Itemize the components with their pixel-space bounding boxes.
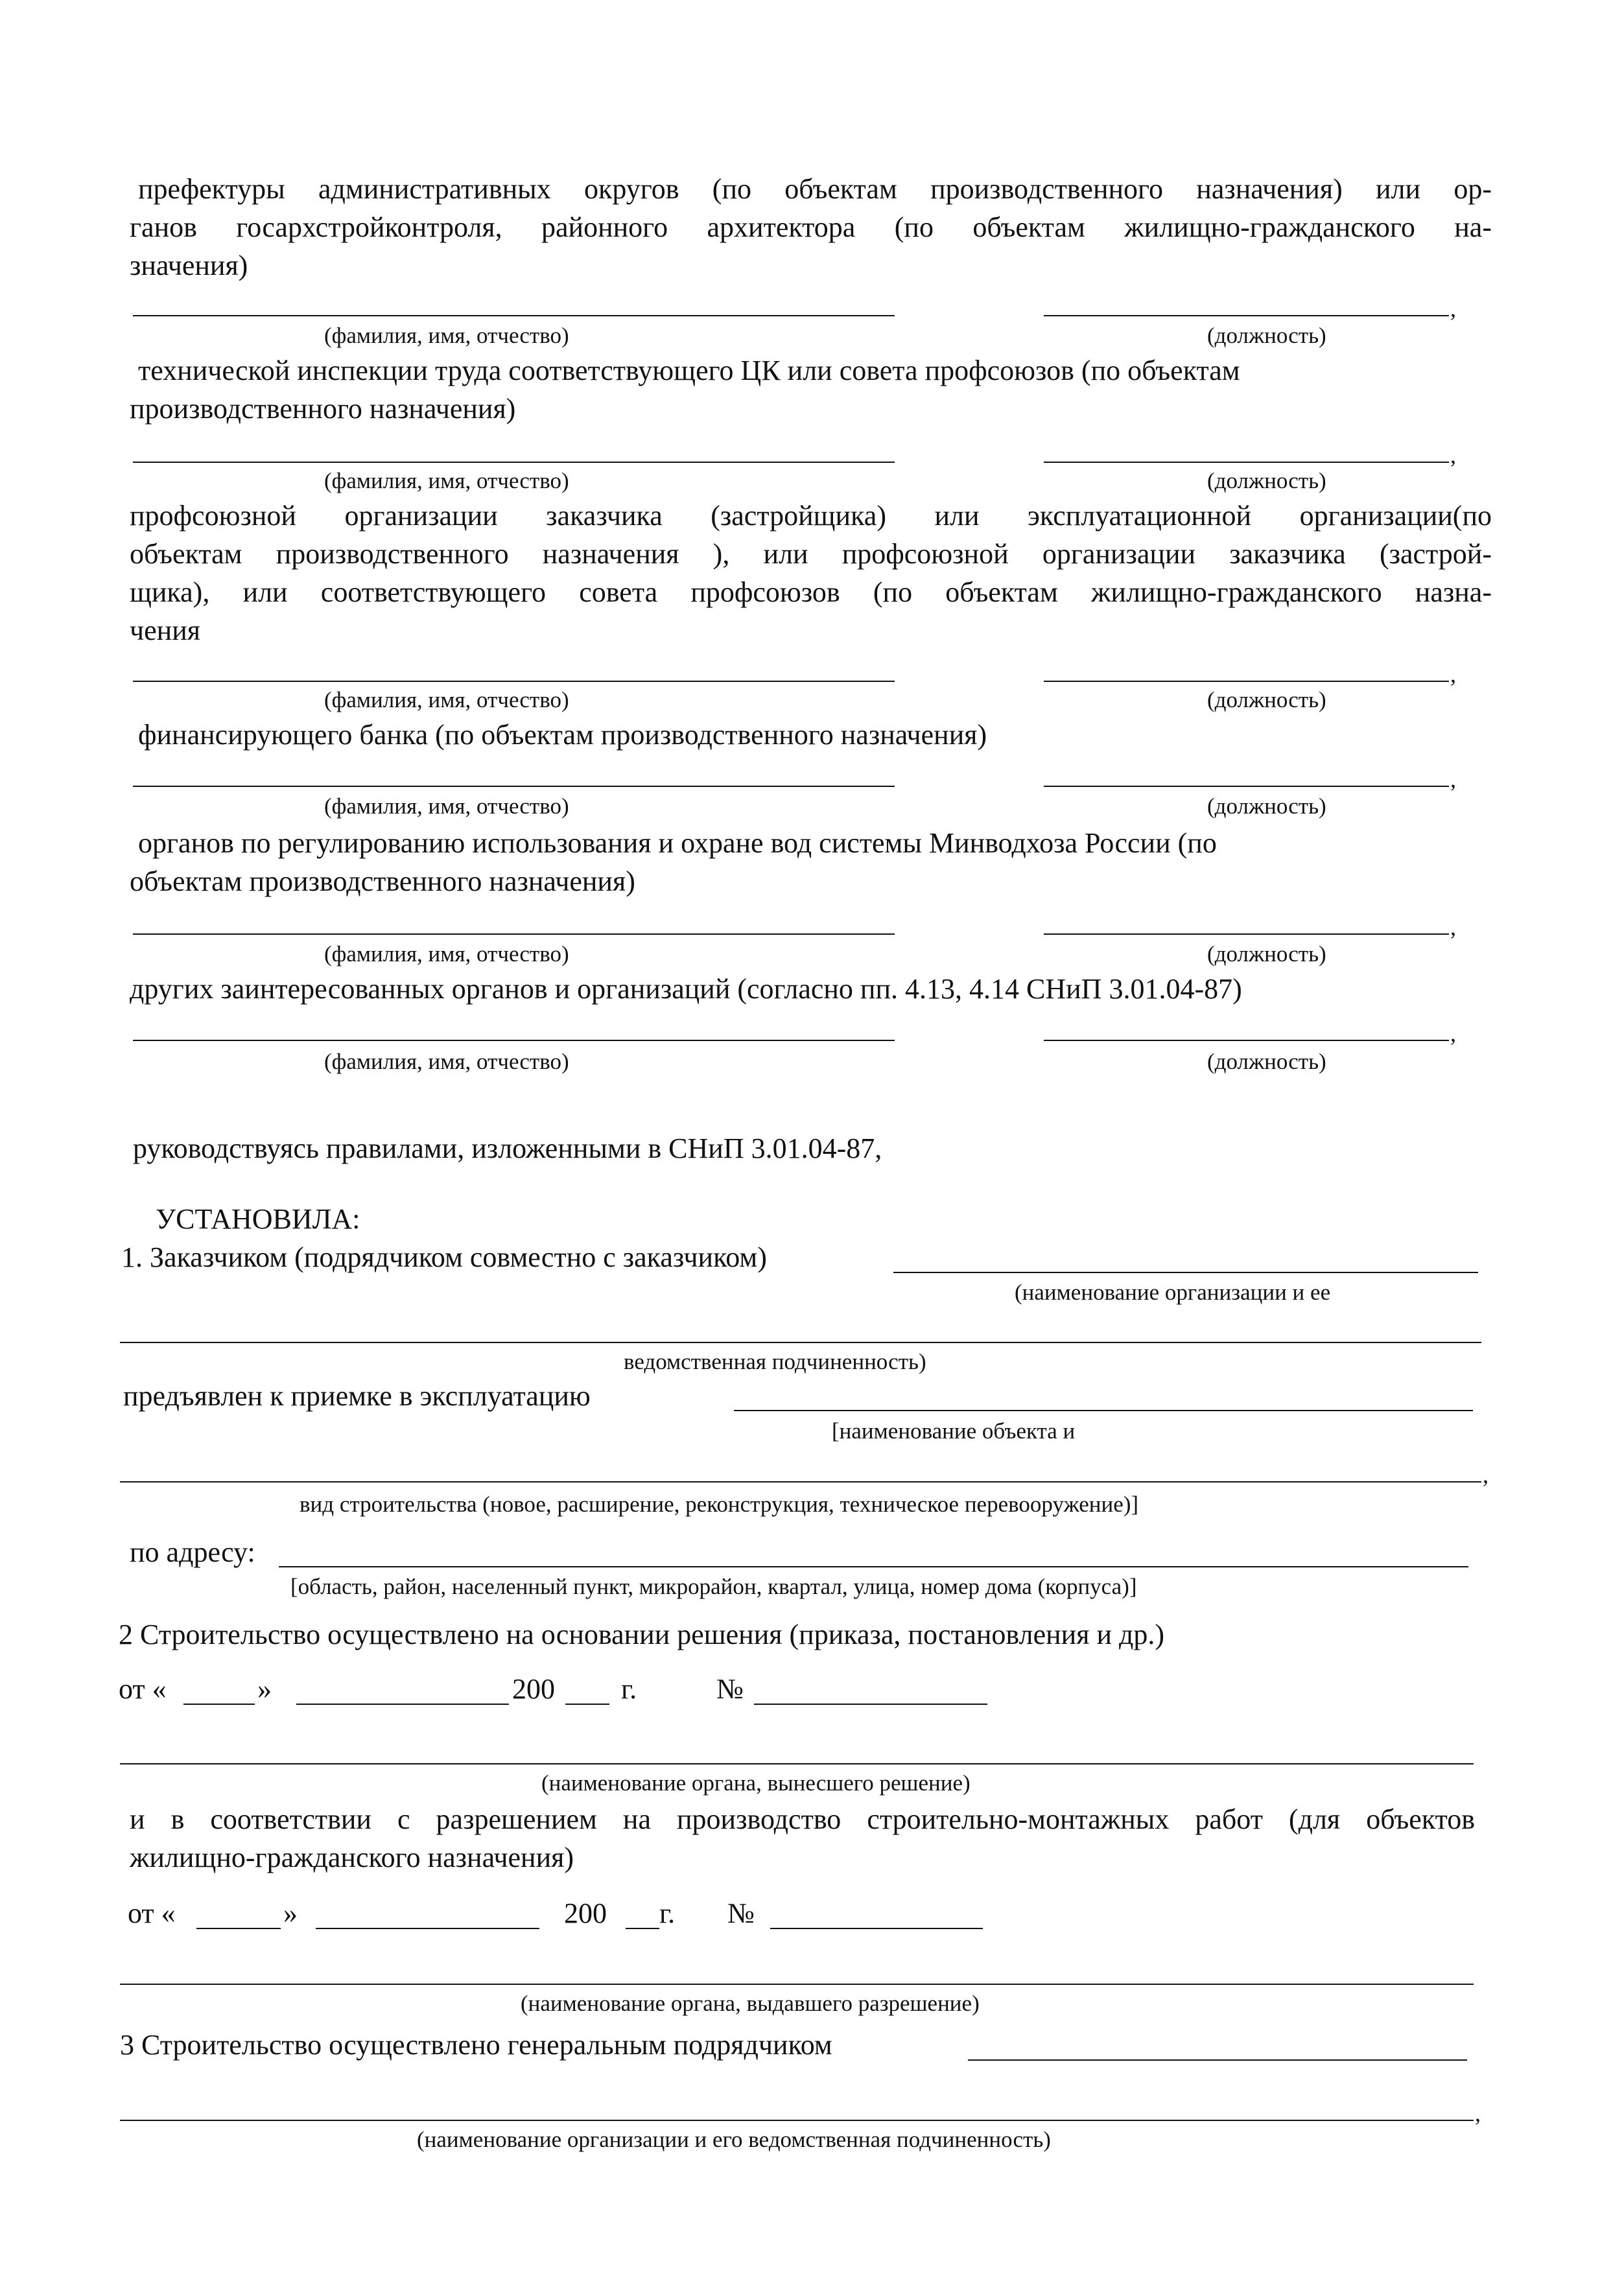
number-sign: № xyxy=(716,1673,744,1705)
fio-caption: (фамилия, имя, отчество) xyxy=(324,793,569,819)
fio-caption: (фамилия, имя, отчество) xyxy=(324,687,569,712)
water-line-2: объектам производственного назначения) xyxy=(130,865,635,897)
fio-line[interactable] xyxy=(133,315,895,316)
position-caption: (должность) xyxy=(1207,468,1326,493)
item1-caption-2: ведомственная подчиненность) xyxy=(624,1349,926,1374)
prefecture-line-2: ганов госархстройконтроля, районного архитектора (по объектам жилищно-гражданского на- xyxy=(130,211,1492,243)
date-prefix-2: от « xyxy=(128,1897,176,1929)
fio-line[interactable] xyxy=(133,462,895,463)
fio-caption: (фамилия, имя, отчество) xyxy=(324,941,569,967)
union-org-line-3: щика), или соответствующего совета профсоюзов (по объектам жилищно-гражданского назна- xyxy=(130,576,1492,608)
year-field[interactable] xyxy=(565,1704,609,1705)
item2-caption-2: (наименование органа, выдавшего разрешение) xyxy=(521,1991,980,2016)
position-caption: (должность) xyxy=(1207,323,1326,348)
prefecture-line-1: префектуры административных округов (по объектам производственного назначения) или ор- xyxy=(138,173,1492,205)
fio-line[interactable] xyxy=(133,681,895,682)
year-prefix-2: 200 xyxy=(564,1897,607,1929)
guided-by-text: руководствуясь правилами, изложенными в СНиП 3.01.04-87, xyxy=(133,1132,882,1164)
position-caption: (должность) xyxy=(1207,793,1326,819)
customer-field-cont[interactable] xyxy=(120,1342,1481,1343)
item1-caption-1: (наименование организации и ее xyxy=(1015,1280,1331,1305)
address-field[interactable] xyxy=(279,1566,1468,1567)
year-field-2[interactable] xyxy=(626,1928,659,1929)
month-field-2[interactable] xyxy=(316,1928,539,1929)
decision-number-field[interactable] xyxy=(754,1704,987,1705)
fio-line[interactable] xyxy=(133,933,895,935)
fio-caption: (фамилия, имя, отчество) xyxy=(324,323,569,348)
water-line-1: органов по регулированию использования и охране вод системы Минводхоза России (по xyxy=(138,827,1217,859)
permit-line-1: и в соответствии с разрешением на производство строительно-монтажных работ (для объектов xyxy=(130,1803,1475,1835)
position-caption: (должность) xyxy=(1207,1049,1326,1074)
day-field-2[interactable] xyxy=(196,1928,281,1929)
year-prefix: 200 xyxy=(512,1673,555,1705)
permit-org-field[interactable] xyxy=(120,1984,1474,1985)
object-field-cont[interactable] xyxy=(120,1481,1481,1482)
bank-line-1: финансирующего банка (по объектам производственного назначения) xyxy=(138,719,987,751)
item1-caption-4: вид строительства (новое, расширение, реконструкция, техническое перевооружение)] xyxy=(300,1492,1139,1517)
position-line[interactable] xyxy=(1044,681,1449,682)
established-heading: УСТАНОВИЛА: xyxy=(156,1203,360,1235)
item3-label: 3 Строительство осуществлено генеральным подрядчиком xyxy=(120,2029,832,2061)
item2-label: 2 Строительство осуществлено на основании решения (приказа, постановления и др.) xyxy=(119,1619,1165,1650)
presented-text: предъявлен к приемке в эксплуатацию xyxy=(123,1380,591,1412)
general-contractor-field[interactable] xyxy=(968,2059,1467,2061)
date-close-quote: » xyxy=(257,1673,272,1705)
tech-inspection-line-1: технической инспекции труда соответствующего ЦК или совета профсоюзов (по объектам xyxy=(138,355,1240,386)
object-field[interactable] xyxy=(734,1410,1473,1411)
position-line[interactable] xyxy=(1044,462,1449,463)
item1-caption-3: [наименование объекта и xyxy=(832,1418,1076,1444)
other-orgs-line-1: других заинтересованных органов и организаций (согласно пп. 4.13, 4.14 СНиП 3.01.04-87) xyxy=(130,973,1242,1005)
item3-caption: (наименование организации и его ведомственная подчиненность) xyxy=(417,2127,1051,2152)
position-line[interactable] xyxy=(1044,1040,1449,1041)
date-close-quote-2: » xyxy=(283,1897,298,1929)
date-prefix: от « xyxy=(119,1673,167,1705)
position-line[interactable] xyxy=(1044,933,1449,935)
number-sign-2: № xyxy=(727,1897,755,1929)
month-field[interactable] xyxy=(296,1704,509,1705)
fio-caption: (фамилия, имя, отчество) xyxy=(324,468,569,493)
position-caption: (должность) xyxy=(1207,687,1326,712)
fio-caption: (фамилия, имя, отчество) xyxy=(324,1049,569,1074)
year-suffix-2: г. xyxy=(659,1897,676,1929)
general-contractor-field-cont[interactable] xyxy=(120,2120,1474,2121)
item1-caption-5: [область, район, населенный пункт, микрорайон, квартал, улица, номер дома (корпуса)] xyxy=(290,1574,1137,1599)
union-org-line-4: чения xyxy=(130,615,200,646)
fio-line[interactable] xyxy=(133,786,895,787)
position-line[interactable] xyxy=(1044,786,1449,787)
fio-line[interactable] xyxy=(133,1040,895,1041)
union-org-line-1: профсоюзной организации заказчика (застройщика) или эксплуатационной организации(по xyxy=(130,500,1492,532)
day-field[interactable] xyxy=(183,1704,255,1705)
tech-inspection-line-2: производственного назначения) xyxy=(130,393,516,425)
year-suffix: г. xyxy=(621,1673,637,1705)
decision-org-field[interactable] xyxy=(120,1763,1474,1764)
position-caption: (должность) xyxy=(1207,941,1326,967)
union-org-line-2: объектам производственного назначения ), или профсоюзной организации заказчика (застрой- xyxy=(130,538,1492,570)
permit-line-2: жилищно-гражданского назначения) xyxy=(130,1842,574,1873)
item1-label: 1. Заказчиком (подрядчиком совместно с заказчиком) xyxy=(121,1241,767,1273)
prefecture-line-3: значения) xyxy=(130,250,248,281)
permit-number-field[interactable] xyxy=(770,1928,983,1929)
position-line[interactable] xyxy=(1044,315,1449,316)
address-label: по адресу: xyxy=(130,1536,255,1568)
item2-caption-1: (наименование органа, вынесшего решение) xyxy=(541,1770,971,1796)
customer-field[interactable] xyxy=(893,1272,1478,1273)
